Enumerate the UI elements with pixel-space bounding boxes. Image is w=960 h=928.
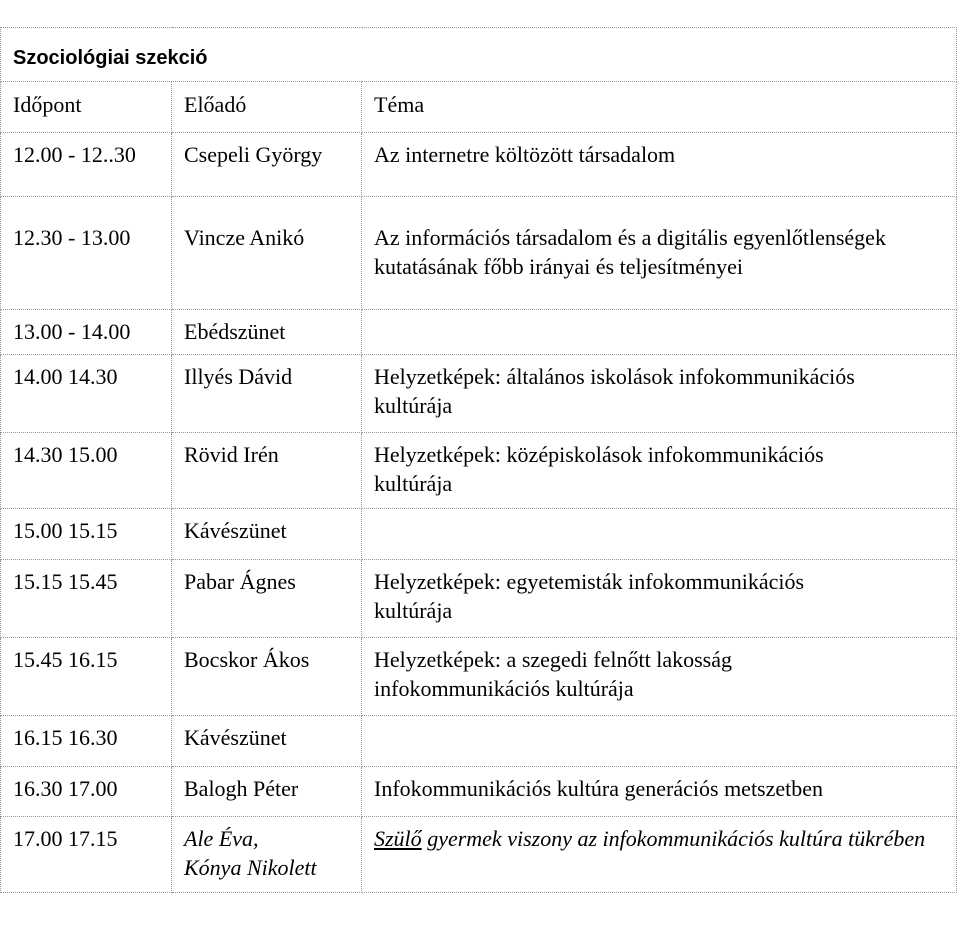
time-cell: 14.00 14.30 <box>1 355 172 433</box>
time-cell: 17.00 17.15 <box>1 817 172 893</box>
time-cell: 15.45 16.15 <box>1 638 172 716</box>
speaker-cell: Rövid Irén <box>172 433 362 509</box>
table-row <box>1 433 957 509</box>
schedule-table <box>0 27 957 893</box>
speaker-line: Ale Éva, <box>184 826 259 851</box>
topic-underlined-word: Szülő <box>374 826 422 851</box>
table-row <box>1 767 957 817</box>
header-time: Időpont <box>1 82 172 133</box>
topic-cell: Helyzetképek: általános iskolások infokommunikációs kultúrája <box>362 355 957 433</box>
table-row <box>1 509 957 560</box>
section-title-row <box>1 28 957 82</box>
time-cell: 12.30 - 13.00 <box>1 197 172 310</box>
topic-cell: Helyzetképek: középiskolások infokommunikációs kultúrája <box>362 433 957 509</box>
speaker-cell: Pabar Ágnes <box>172 560 362 638</box>
topic-cell: Infokommunikációs kultúra generációs metszetben <box>362 767 957 817</box>
table-row <box>1 355 957 433</box>
speaker-cell: Balogh Péter <box>172 767 362 817</box>
header-speaker: Előadó <box>172 82 362 133</box>
speaker-cell: Vincze Anikó <box>172 197 362 310</box>
time-cell: 15.15 15.45 <box>1 560 172 638</box>
table-row <box>1 638 957 716</box>
topic-cell: Az információs társadalom és a digitális egyenlőtlenségek kutatásának főbb irányai és teljesítményei <box>362 197 957 310</box>
header-row <box>1 82 957 133</box>
speaker-cell <box>172 817 362 893</box>
section-title: Szociológiai szekció <box>1 28 957 82</box>
table-row <box>1 310 957 355</box>
table-row <box>1 817 957 893</box>
topic-cell <box>362 509 957 560</box>
topic-cell: Helyzetképek: a szegedi felnőtt lakosság infokommunikációs kultúrája <box>362 638 957 716</box>
topic-cell <box>362 716 957 767</box>
time-cell: 14.30 15.00 <box>1 433 172 509</box>
speaker-cell: Kávészünet <box>172 716 362 767</box>
table-row <box>1 197 957 310</box>
speaker-cell: Ebédszünet <box>172 310 362 355</box>
topic-cell: Az internetre költözött társadalom <box>362 133 957 197</box>
table-row <box>1 133 957 197</box>
time-cell: 12.00 - 12..30 <box>1 133 172 197</box>
speaker-cell: Bocskor Ákos <box>172 638 362 716</box>
table-row <box>1 716 957 767</box>
topic-cell <box>362 817 957 893</box>
time-cell: 15.00 15.15 <box>1 509 172 560</box>
table-row <box>1 560 957 638</box>
speaker-cell: Kávészünet <box>172 509 362 560</box>
speaker-cell: Csepeli György <box>172 133 362 197</box>
time-cell: 13.00 - 14.00 <box>1 310 172 355</box>
header-topic: Téma <box>362 82 957 133</box>
time-cell: 16.15 16.30 <box>1 716 172 767</box>
time-cell: 16.30 17.00 <box>1 767 172 817</box>
speaker-cell: Illyés Dávid <box>172 355 362 433</box>
topic-cell <box>362 310 957 355</box>
topic-cell: Helyzetképek: egyetemisták infokommunikációs kultúrája <box>362 560 957 638</box>
speaker-line: Kónya Nikolett <box>184 855 317 880</box>
topic-rest: gyermek viszony az infokommunikációs kultúra tükrében <box>421 826 926 851</box>
